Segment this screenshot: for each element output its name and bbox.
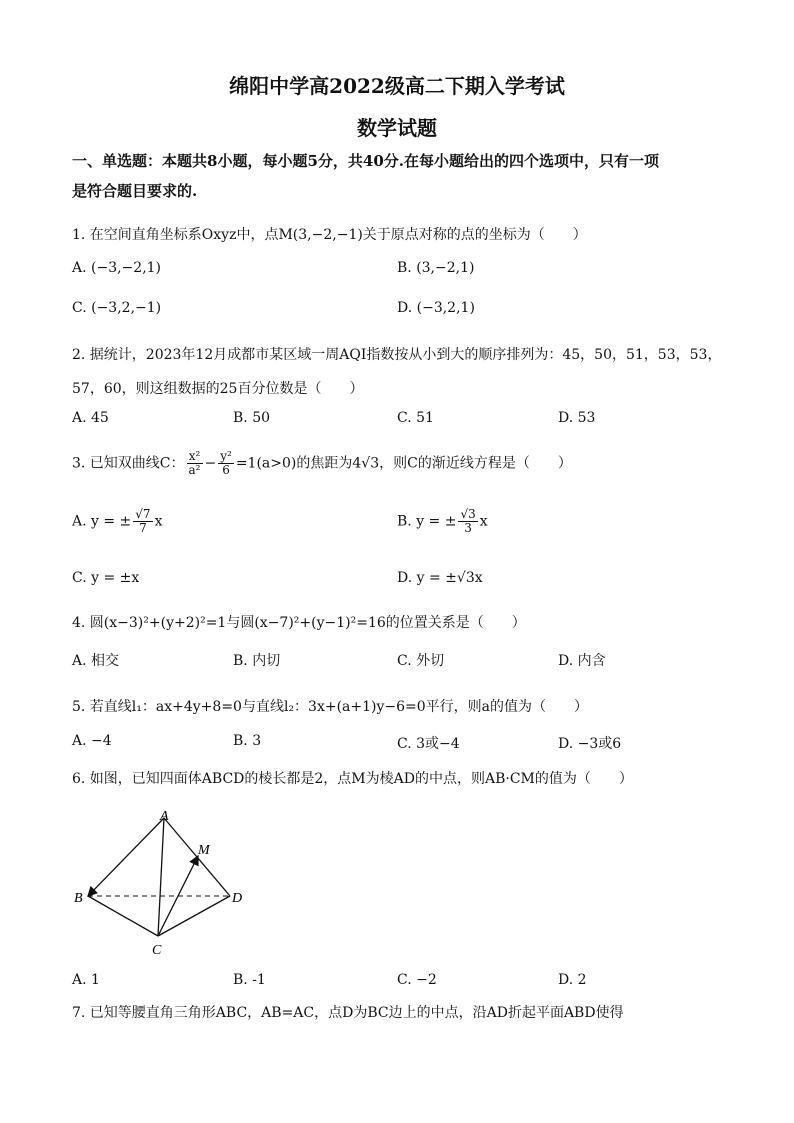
edge-ac: [158, 818, 164, 936]
edge-ab-vector: [88, 818, 164, 896]
q3-option-b-prefix: B. y = ±: [397, 513, 457, 530]
q5-option-a: A. −4: [72, 733, 112, 749]
q1-option-a: A. (−3,−2,1): [72, 260, 162, 276]
q2-stem-line2: 57，60，则这组数据的25百分位数是（ ）: [72, 381, 364, 397]
q6-stem: 6. 如图，已知四面体ABCD的棱长都是2，点M为棱AD的中点，则AB·CM的值为（ ）: [72, 771, 633, 787]
q4-option-c: C. 外切: [397, 653, 445, 669]
vertex-label-d: D: [232, 891, 243, 906]
q5-option-b: B. 3: [233, 733, 262, 749]
q1-option-d: D. (−3,2,1): [397, 300, 475, 316]
q4-option-a: A. 相交: [72, 653, 120, 669]
q1-option-c: C. (−3,2,−1): [72, 300, 162, 316]
q3-option-c: C. y = ±x: [72, 570, 140, 586]
exam-subtitle: 数学试题: [357, 116, 437, 140]
section-heading-line1: 一、单选题：本题共8小题，每小题5分，共40分.在每小题给出的四个选项中，只有一项: [72, 152, 659, 170]
q3-option-a: [72, 508, 162, 535]
vertex-label-b: B: [74, 891, 83, 906]
q6-option-c: C. −2: [397, 972, 437, 988]
q3-option-b: [397, 508, 488, 535]
q2-stem-line1: 2. 据统计，2023年12月成都市某区域一周AQI指数按从小到大的顺序排列为：45，50，51，53，53，: [72, 347, 722, 363]
q3-option-a-fraction: [133, 508, 152, 535]
q7-stem: 7. 已知等腰直角三角形ABC，AB=AC，点D为BC边上的中点，沿AD折起平面ABD使得: [72, 1005, 624, 1021]
tetrahedron-figure: [72, 808, 262, 958]
q3-option-a-denominator: 7: [139, 521, 147, 536]
q3-fraction-1-numerator: x²: [187, 450, 203, 464]
q3-fraction-2-numerator: y²: [220, 449, 232, 463]
q4-option-b: B. 内切: [233, 653, 281, 669]
q3-option-b-denominator: 3: [464, 521, 472, 536]
q3-option-b-fraction: [458, 508, 477, 535]
vertex-label-a: A: [160, 809, 169, 824]
q2-option-b: B. 50: [233, 410, 271, 426]
q6-option-d: D. 2: [558, 972, 587, 988]
q5-option-c: C. 3或−4: [397, 736, 460, 752]
vertex-label-c: C: [152, 943, 162, 958]
q1-stem: 1. 在空间直角坐标系Oxyz中，点M(3,−2,−1)关于原点对称的点的坐标为（ ）: [72, 227, 587, 243]
edge-bc: [88, 896, 158, 936]
q3-option-a-suffix: x: [154, 513, 163, 530]
q2-option-a: A. 45: [72, 410, 109, 426]
q3-option-a-prefix: A. y = ±: [72, 513, 132, 530]
q3-fraction-1: [187, 450, 203, 477]
q3-minus-sign: −: [204, 455, 217, 472]
edge-cd: [158, 896, 230, 936]
q2-option-c: C. 51: [397, 410, 434, 426]
q5-option-d: D. −3或6: [558, 736, 622, 752]
q6-option-b: B. -1: [233, 972, 266, 988]
q1-option-b: B. (3,−2,1): [397, 260, 475, 276]
q2-option-d: D. 53: [558, 410, 596, 426]
point-label-m: M: [198, 843, 210, 858]
q3-option-a-numerator: √7: [135, 507, 151, 521]
q3-option-b-suffix: x: [479, 513, 488, 530]
q3-option-b-numerator: √3: [460, 507, 476, 521]
q3-stem-suffix: =1(a>0)的焦距为4√3，则C的渐近线方程是（ ）: [235, 455, 572, 472]
q3-stem: [72, 450, 572, 477]
q3-stem-prefix: 3. 已知双曲线C：: [72, 455, 185, 472]
q4-option-d: D. 内含: [558, 653, 606, 669]
q6-option-a: A. 1: [72, 972, 100, 988]
q3-fraction-1-denominator: a²: [188, 463, 201, 478]
q4-stem: 4. 圆(x−3)²+(y+2)²=1与圆(x−7)²+(y−1)²=16的位置关系是（ ）: [72, 615, 526, 631]
q5-stem: 5. 若直线l₁：ax+4y+8=0与直线l₂：3x+(a+1)y−6=0平行，则a的值为（ ）: [72, 699, 589, 715]
exam-title: 绵阳中学高2022级高二下期入学考试: [229, 74, 565, 98]
q3-fraction-2-denominator: 6: [222, 463, 230, 478]
section-heading-line2: 是符合题目要求的.: [72, 182, 198, 200]
q3-fraction-2: [218, 450, 234, 477]
q3-option-d: D. y = ±√3x: [397, 570, 483, 586]
